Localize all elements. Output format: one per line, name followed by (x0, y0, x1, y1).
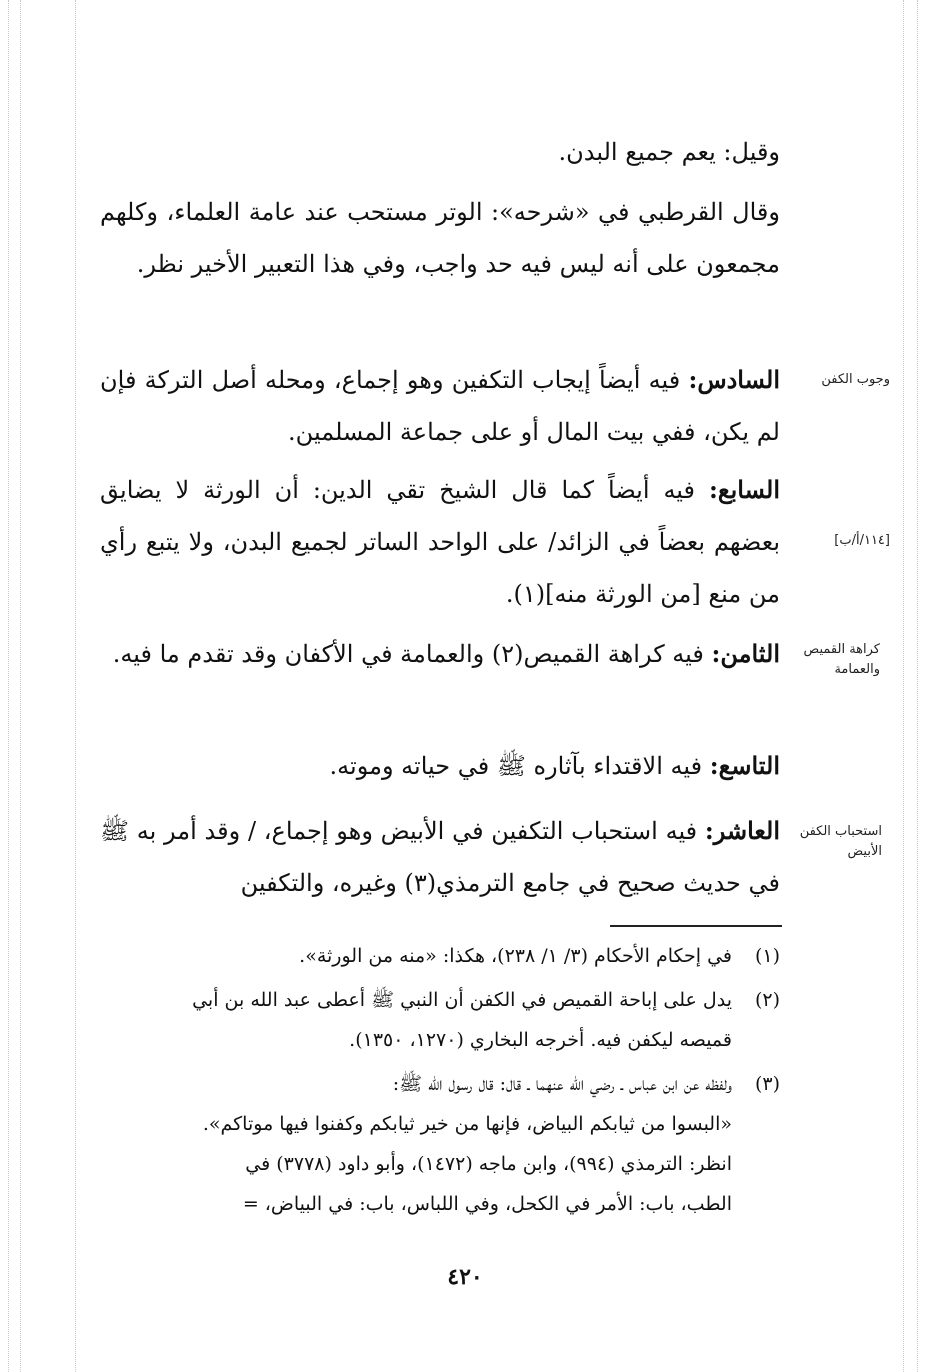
side-note-shirt-turban (790, 640, 880, 680)
paragraph-lead: العاشر: (704, 816, 780, 845)
side-note-shroud-obligation (790, 370, 890, 390)
paragraph-lead: الثامن: (711, 639, 780, 668)
footnote-number: (٢) (754, 989, 780, 1011)
paragraph-1 (100, 126, 780, 178)
dotted-margin-line (8, 0, 9, 1372)
footnote-2 (100, 980, 780, 1060)
paragraph-lead: السادس: (688, 365, 780, 394)
footnote-text: «البسوا من ثيابكم البياض، فإنها من خير ثيابكم وكفنوا فيها موتاكم». (202, 1113, 732, 1135)
dotted-margin-line (903, 0, 904, 1372)
footnote-text: قميصه ليكفن فيه. أخرجه البخاري (١٢٧٠، ١٣٥٠). (349, 1029, 732, 1051)
side-note-text: كراهة القميص والعمامة (803, 642, 880, 677)
paragraph-text: فيه كراهة القميص(٢) والعمامة في الأكفان وقد تقدم ما فيه. (112, 640, 712, 668)
dotted-margin-line (917, 0, 918, 1372)
side-note-text: استحباب الكفن الأبيض (799, 824, 882, 859)
paragraph-sixth (100, 354, 780, 458)
page-number: ٤٢٠ (447, 1264, 483, 1290)
footnote-number: (٣) (754, 1073, 780, 1095)
side-note-white-shroud (790, 822, 882, 862)
paragraph-text: فيه أيضاً إيجاب التكفين وهو إجماع، ومحله أصل التركة فإن لم يكن، ففي بيت المال أو على جماعة المسلمين. (100, 366, 780, 446)
paragraph-seventh (100, 464, 780, 620)
paragraph-ninth (100, 740, 780, 792)
paragraph-text: فيه الاقتداء بآثاره ﷺ في حياته وموته. (329, 752, 710, 780)
side-note-folio-ref (790, 531, 890, 551)
footnote-text: يدل على إباحة القميص في الكفن أن النبي ﷺ أعطى عبد الله بن أبي (192, 989, 732, 1011)
paragraph-tenth (100, 805, 780, 909)
paragraph-lead: التاسع: (709, 751, 780, 780)
paragraph-2 (100, 186, 780, 290)
paragraph-eighth (100, 628, 780, 680)
dotted-margin-line (75, 0, 76, 1372)
footnote-text: الطب، باب: الأمر في الكحل، وفي اللباس، باب: في البياض، = (242, 1193, 732, 1215)
footnote-number: (١) (754, 945, 780, 967)
side-note-text: وجوب الكفن (821, 372, 890, 387)
footnote-3 (100, 1064, 780, 1224)
paragraph-text: فيه أيضاً كما قال الشيخ تقي الدين: أن الورثة لا يضايق بعضهم بعضاً في الزائد/ على الواحد الساتر لجميع البدن، ولا يتبع رأي من منع [من الورثة منه](١). (100, 476, 781, 608)
paragraph-lead: السابع: (708, 475, 780, 504)
paragraph-text: وقال القرطبي في «شرحه»: الوتر مستحب عند عامة العلماء، وكلهم مجمعون على أنه ليس فيه حد واجب، وفي هذا التعبير الأخير نظر. (100, 198, 780, 278)
footnote-text: انظر: الترمذي (٩٩٤)، وابن ماجه (١٤٧٢)، وأبو داود (٣٧٧٨) في (245, 1153, 732, 1175)
paragraph-text: وقيل: يعم جميع البدن. (558, 138, 780, 166)
footnote-separator (610, 925, 782, 927)
footnote-text: في إحكام الأحكام (٣/ ١/ ٢٣٨)، هكذا: «منه من الورثة». (299, 945, 732, 967)
side-note-text: [١١٤/أ/ب] (834, 533, 890, 548)
footnote-1 (100, 936, 780, 976)
paragraph-text: فيه استحباب التكفين في الأبيض وهو إجماع، / وقد أمر به ﷺ في حديث صحيح في جامع الترمذي(٣) وغيره، والتكفين (100, 817, 780, 897)
footnote-text: ولفظه عن ابن عباس ـ رضي الله عنهما ـ قال: قال رسول الله ﷺ: (392, 1073, 732, 1095)
dotted-margin-line (20, 0, 21, 1372)
